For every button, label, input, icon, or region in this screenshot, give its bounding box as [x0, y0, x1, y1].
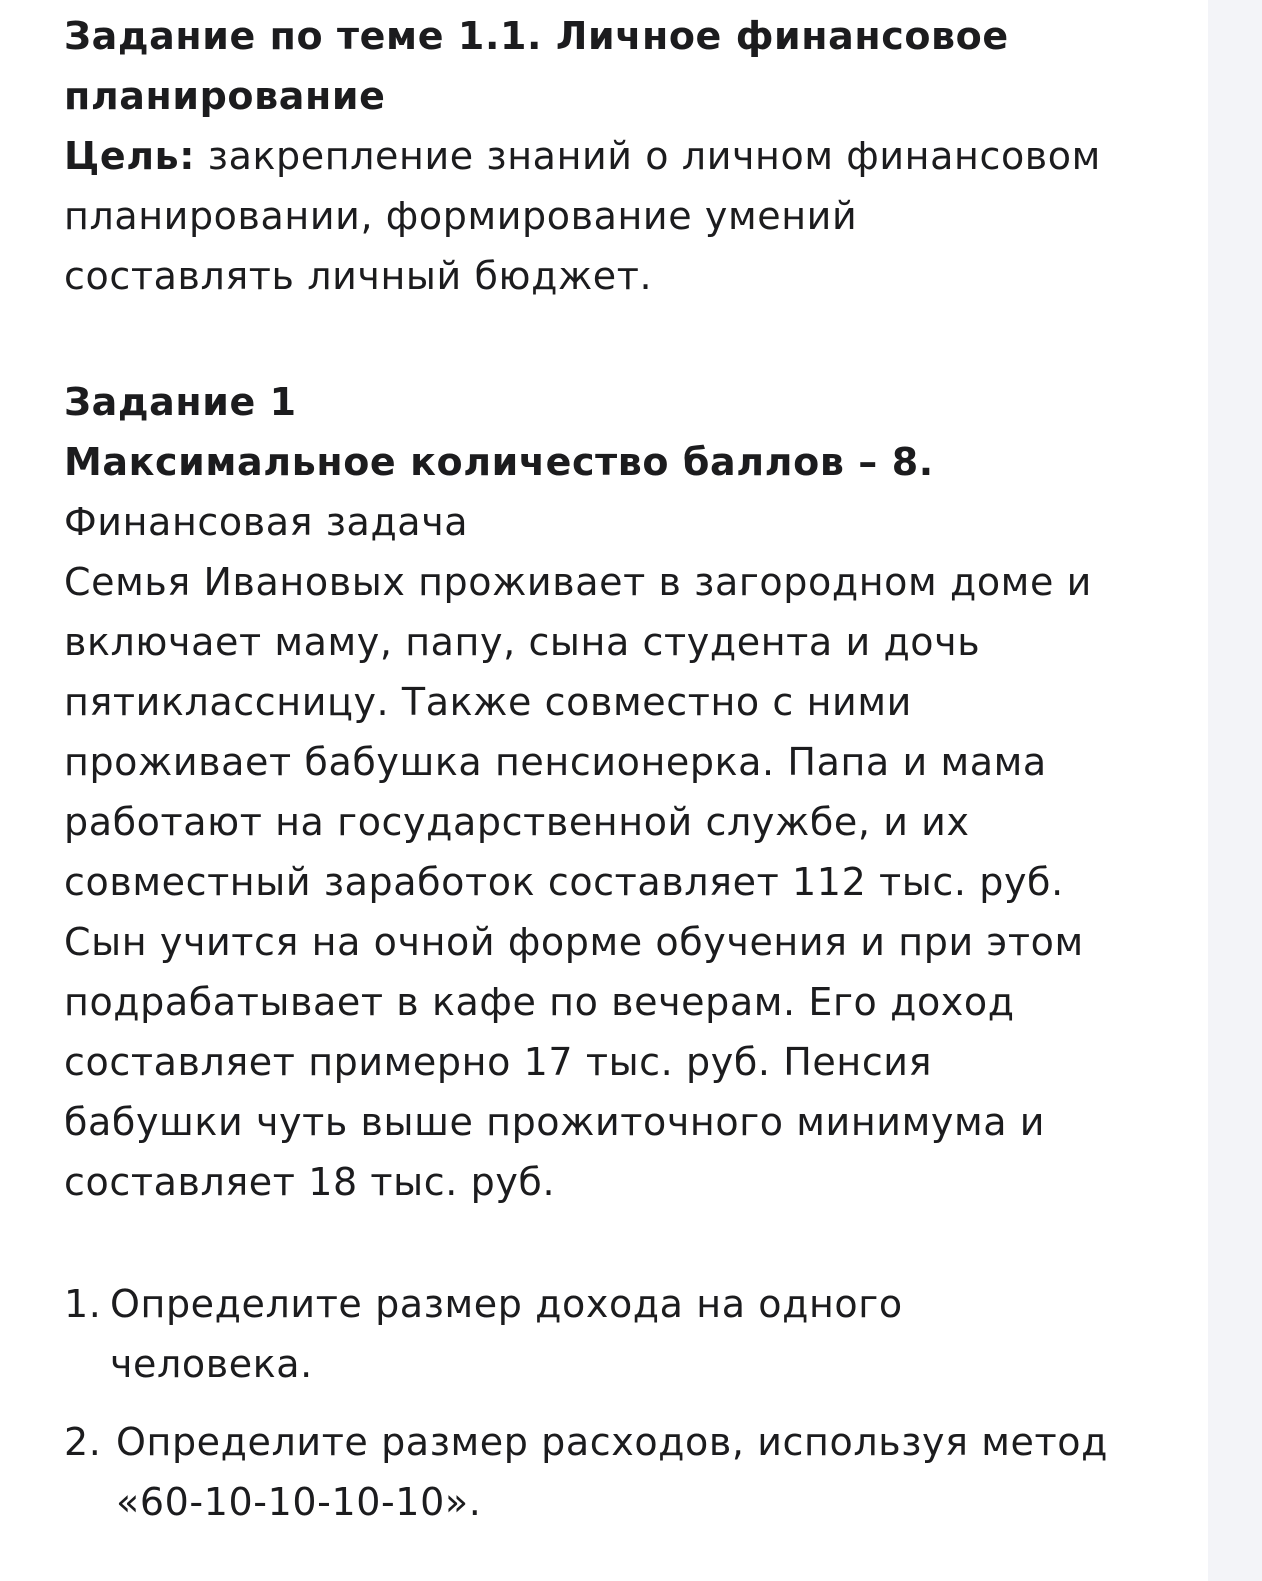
goal-line-2: планировании, формирование умений	[64, 194, 858, 238]
question-text: Определите размер дохода на одного	[110, 1282, 903, 1326]
task-text-line: Сын учится на очной форме обучения и при этом	[64, 920, 1084, 964]
task-max-points: Максимальное количество баллов – 8.	[64, 440, 934, 484]
task-text-line: работают на государственной службе, и их	[64, 800, 970, 844]
task-text-line: пятиклассницу. Также совместно с ними	[64, 680, 912, 724]
right-edge-strip	[1208, 0, 1262, 1581]
task-subtitle: Финансовая задача	[64, 500, 469, 544]
question-item-2	[64, 1412, 1184, 1532]
question-text: Определите размер расходов, используя метод	[116, 1420, 1108, 1464]
goal-text-1: закрепление знаний о личном финансовом	[195, 134, 1101, 178]
question-number: 1.	[64, 1282, 102, 1326]
title-line-1: Задание по теме 1.1. Личное финансовое	[64, 14, 1009, 58]
question-number: 2.	[64, 1420, 102, 1464]
task-text-line: включает маму, папу, сына студента и дочь	[64, 620, 981, 664]
task-text-line: совместный заработок составляет 112 тыс. руб.	[64, 860, 1064, 904]
question-text-continued: человека.	[110, 1342, 313, 1386]
question-text-continued: «60-10-10-10-10».	[116, 1480, 482, 1524]
task-text-line: бабушки чуть выше прожиточного минимума и	[64, 1100, 1046, 1144]
task-text-line: составляет примерно 17 тыс. руб. Пенсия	[64, 1040, 933, 1084]
goal-line-1	[64, 126, 1184, 186]
task-heading: Задание 1	[64, 380, 297, 424]
goal-line-3: составлять личный бюджет.	[64, 254, 653, 298]
title-line-2: планирование	[64, 74, 386, 118]
question-item-1	[64, 1274, 1184, 1394]
task-text-line: проживает бабушка пенсионерка. Папа и мама	[64, 740, 1047, 784]
task-text-line: подрабатывает в кафе по вечерам. Его доход	[64, 980, 1015, 1024]
goal-label: Цель:	[64, 134, 196, 178]
task-text-line: Семья Ивановых проживает в загородном доме и	[64, 560, 1092, 604]
task-text-line: составляет 18 тыс. руб.	[64, 1160, 556, 1204]
document-content	[64, 6, 1184, 1532]
